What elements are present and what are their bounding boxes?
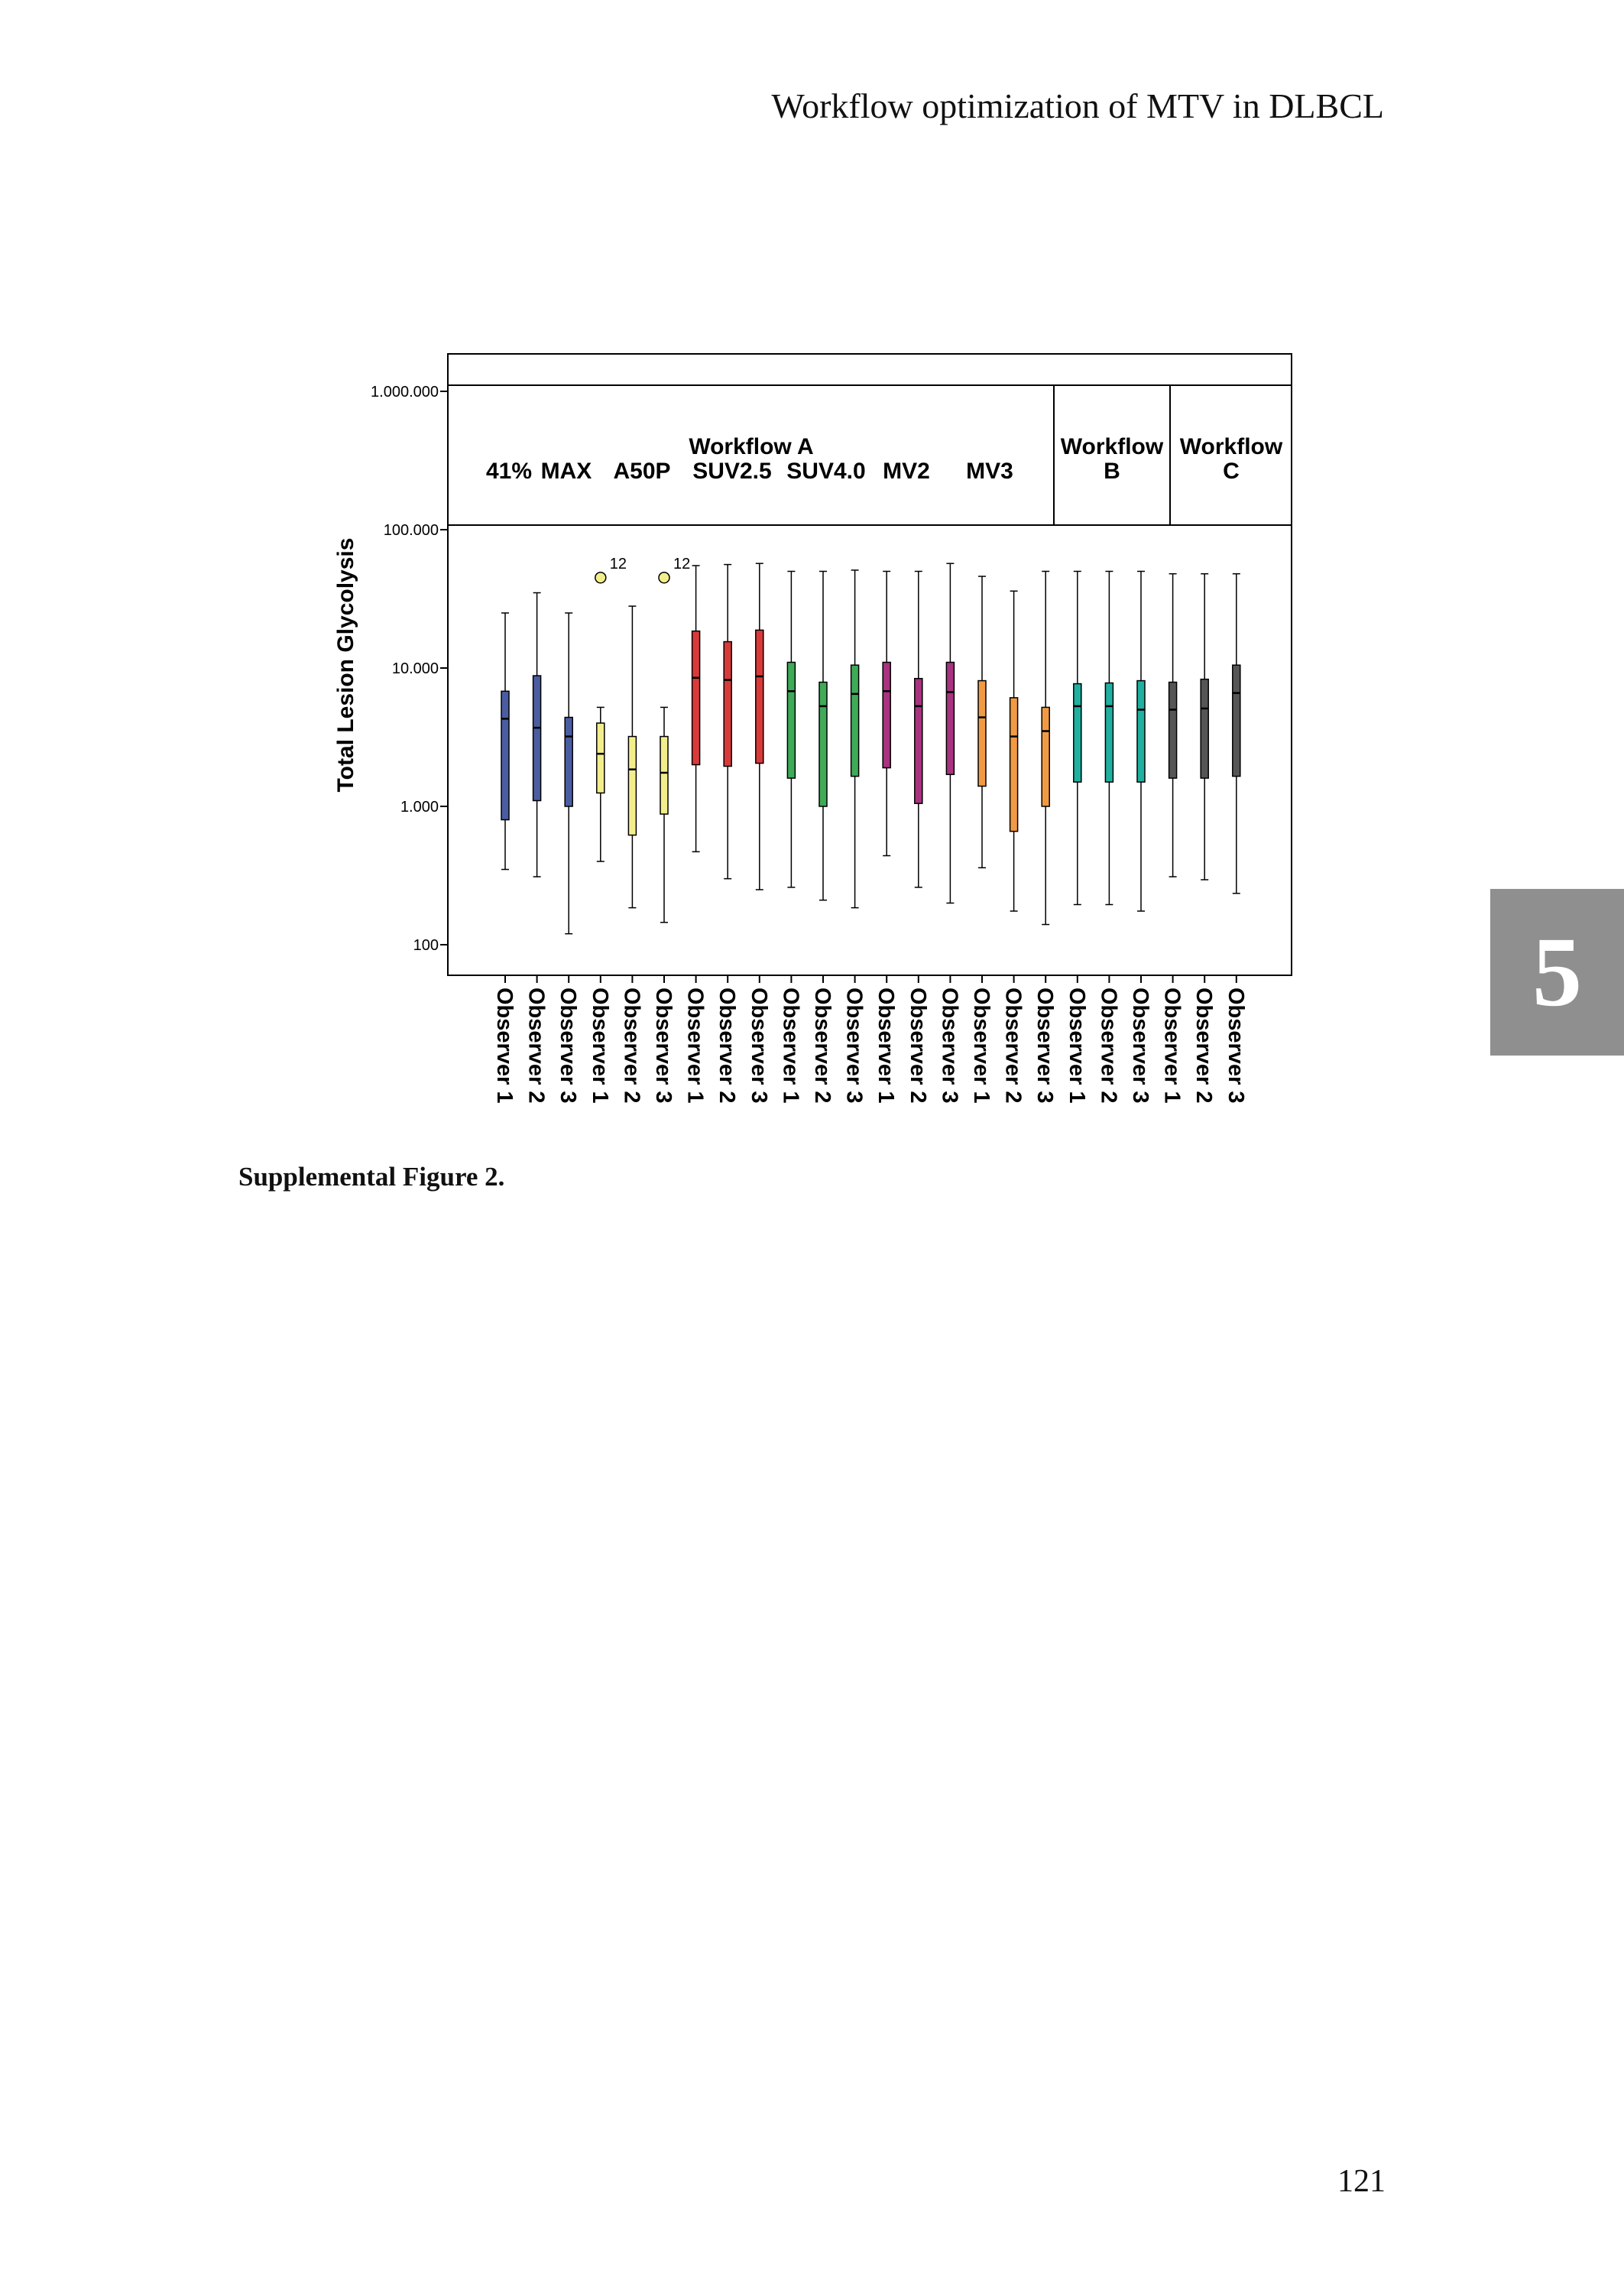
- box: [1233, 665, 1240, 776]
- box: [1042, 707, 1049, 806]
- y-axis-label: Total Lesion Glycolysis: [333, 537, 358, 793]
- box: [692, 631, 700, 765]
- x-tick-label: Observer 3: [651, 988, 676, 1104]
- outlier-point: [659, 572, 669, 583]
- method-label-suv40: SUV4.0: [786, 459, 866, 484]
- box: [915, 679, 922, 803]
- plot-marks: [501, 556, 1240, 934]
- method-label-max: MAX: [540, 459, 592, 484]
- x-tick-label: Observer 3: [1128, 988, 1152, 1104]
- box: [724, 642, 731, 767]
- x-tick-label: Observer 2: [715, 988, 740, 1104]
- x-axis: [492, 975, 1248, 1104]
- y-tick-label: 100.000: [383, 522, 439, 539]
- panel-title-line: B: [1104, 459, 1120, 484]
- x-tick-label: Observer 2: [1096, 988, 1121, 1104]
- box: [978, 681, 986, 786]
- box: [1105, 683, 1113, 783]
- page-number: 121: [1337, 2164, 1386, 2199]
- x-tick-label: Observer 1: [682, 988, 708, 1104]
- method-label-41: 41%: [485, 459, 533, 484]
- outlier-point: [595, 572, 606, 583]
- running-header: Workflow optimization of MTV in DLBCL: [771, 86, 1384, 125]
- method-label-a50p: A50P: [613, 459, 671, 484]
- x-tick-label: Observer 2: [1191, 988, 1217, 1104]
- box: [1137, 681, 1145, 783]
- chapter-tab: 5: [1490, 889, 1624, 1056]
- x-tick-label: Observer 3: [746, 988, 771, 1104]
- plot-frame: [448, 354, 1292, 975]
- x-tick-label: Observer 2: [524, 988, 549, 1104]
- box: [883, 663, 890, 768]
- y-tick-label: 1.000: [400, 799, 439, 816]
- x-tick-label: Observer 2: [619, 988, 644, 1104]
- x-tick-label: Observer 1: [969, 988, 994, 1104]
- x-tick-label: Observer 3: [841, 988, 867, 1104]
- box: [787, 663, 795, 779]
- panel-title-line: Workflow: [1060, 434, 1164, 459]
- x-tick-label: Observer 3: [1032, 988, 1058, 1104]
- outlier-label: 12: [673, 555, 691, 572]
- x-tick-label: Observer 1: [587, 988, 612, 1104]
- box: [1010, 698, 1018, 832]
- box: [1201, 679, 1208, 778]
- box: [660, 737, 668, 814]
- panel-title-workflow-b: [1061, 434, 1164, 484]
- method-label-suv25: SUV2.5: [692, 459, 772, 484]
- y-tick-label: 10.000: [391, 660, 439, 677]
- box: [851, 665, 859, 776]
- box: [1074, 684, 1081, 783]
- outlier-label: 12: [609, 555, 627, 572]
- box: [501, 691, 509, 819]
- x-tick-label: Observer 3: [1223, 988, 1248, 1104]
- box: [565, 718, 572, 806]
- method-label-mv3: MV3: [966, 459, 1013, 484]
- box: [628, 737, 636, 835]
- panel-title-workflow-a: Workflow A: [689, 434, 814, 459]
- x-tick-label: Observer 2: [1000, 988, 1026, 1104]
- y-tick-label: 1.000.000: [371, 384, 439, 401]
- box: [597, 723, 605, 793]
- x-tick-label: Observer 1: [1159, 988, 1185, 1104]
- panel-title-line: Workflow: [1179, 434, 1283, 459]
- x-tick-label: Observer 3: [937, 988, 962, 1104]
- panel-title-workflow-c: [1180, 434, 1283, 484]
- boxplot-figure: [0, 0, 1624, 1146]
- x-tick-label: Observer 1: [492, 988, 517, 1104]
- panel-title-line: C: [1223, 459, 1240, 484]
- box: [819, 683, 827, 806]
- box: [756, 630, 763, 763]
- x-tick-label: Observer 1: [1064, 988, 1089, 1104]
- box: [946, 663, 954, 775]
- box: [533, 676, 541, 800]
- figure-caption: Supplemental Figure 2.: [238, 1162, 505, 1192]
- x-tick-label: Observer 1: [778, 988, 803, 1104]
- x-tick-label: Observer 3: [556, 988, 581, 1104]
- x-tick-label: Observer 1: [874, 988, 899, 1104]
- x-tick-label: Observer 2: [905, 988, 930, 1104]
- x-tick-label: Observer 2: [810, 988, 835, 1104]
- box: [1169, 683, 1177, 779]
- method-label-mv2: MV2: [883, 459, 930, 484]
- y-axis: [371, 384, 448, 954]
- y-tick-label: 100: [413, 937, 439, 954]
